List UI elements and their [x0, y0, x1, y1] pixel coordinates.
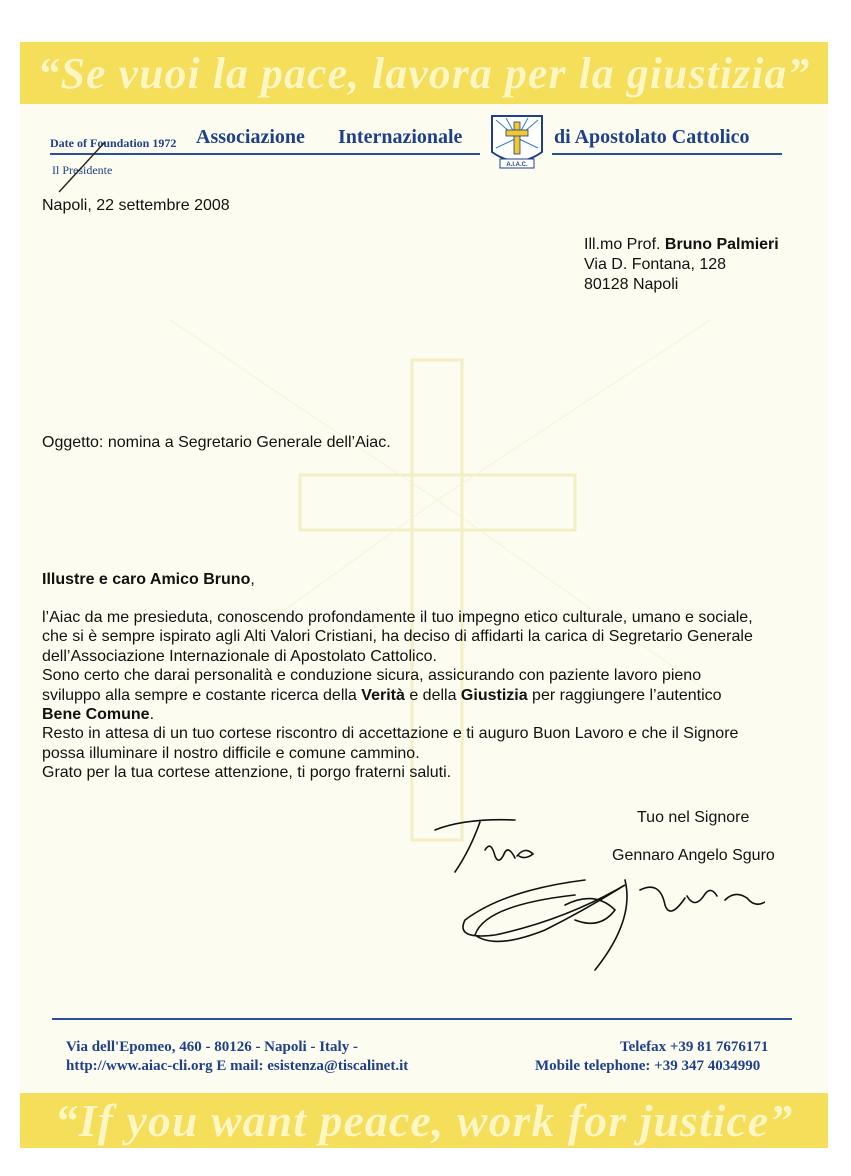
letterhead — [50, 112, 782, 177]
recipient-line1 — [584, 235, 779, 255]
top-motto: “Se vuoi la pace, lavora per la giustizia” — [37, 48, 811, 98]
footer-web-email: http://www.aiac-cli.org E mail: esistenza@tiscalinet.it — [66, 1058, 409, 1074]
body-line: dell’Associazione Internazionale di Apostolato Cattolico. — [42, 647, 437, 665]
bottom-motto-band — [20, 1093, 828, 1148]
header-divider-right — [552, 153, 782, 155]
body-emphasis-bene-comune: Bene Comune — [42, 706, 150, 724]
body-line: che si è sempre ispirato agli Alti Valori Cristiani, ha deciso di affidarti la carica di Segretario Generale — [42, 628, 753, 646]
greeting-comma: , — [250, 571, 255, 588]
president-initial-stroke — [55, 140, 115, 196]
body-line — [42, 705, 753, 724]
aiac-emblem-logo — [486, 112, 548, 172]
signer-name: Gennaro Angelo Sguro — [612, 847, 775, 864]
letter-greeting — [42, 570, 255, 590]
body-fragment: e della — [404, 686, 461, 704]
body-fragment: per raggiungere l’autentico — [527, 686, 722, 704]
letter-closing: Tuo nel Signore — [637, 809, 750, 826]
letter-subject: Oggetto: nomina a Segretario Generale dell’Aiac. — [42, 434, 391, 451]
association-name-part3: di Apostolato Cattolico — [554, 126, 750, 148]
president-label: Il Presidente — [52, 163, 113, 177]
recipient-city: 80128 Napoli — [584, 276, 679, 293]
emblem-text: A.I.A.C. — [506, 162, 528, 168]
body-emphasis-verita: Verità — [361, 686, 405, 704]
footer-mobile: Mobile telephone: +39 347 4034990 — [535, 1058, 761, 1074]
recipient-title: Ill.mo Prof. — [584, 236, 665, 253]
bottom-motto: “If you want peace, work for justice” — [54, 1095, 794, 1146]
body-line: Grato per la tua cortese attenzione, ti porgo fraterni saluti. — [42, 764, 452, 782]
recipient-name: Bruno Palmieri — [664, 236, 779, 253]
body-line: l’Aiac da me presieduta, conoscendo profondamente il tuo impegno etico culturale, umano e sociale, — [42, 609, 753, 626]
body-line: Resto in attesa di un tuo cortese riscontro di accettazione e ti auguro Buon Lavoro e che il Signore — [42, 725, 739, 743]
foundation-date: Date of Foundation 1972 — [50, 136, 177, 150]
letter-body — [42, 608, 753, 783]
greeting-text: Illustre e caro Amico Bruno — [42, 571, 251, 588]
body-line — [42, 686, 753, 705]
recipient-street: Via D. Fontana, 128 — [584, 256, 727, 273]
body-fragment: sviluppo alla sempre e costante ricerca della — [42, 686, 362, 704]
footer-address: Via dell'Epomeo, 460 - 80126 - Napoli - Italy - — [66, 1039, 358, 1055]
letter-date: Napoli, 22 settembre 2008 — [42, 197, 230, 214]
footer-divider — [52, 1018, 792, 1020]
top-motto-band — [20, 42, 828, 104]
body-line: Sono certo che darai personalità e conduzione sicura, assicurando con paziente lavoro pieno — [42, 667, 702, 685]
association-name-part1: Associazione — [196, 126, 305, 148]
handwritten-signature — [425, 810, 765, 980]
footer-telefax: Telefax +39 81 7676171 — [620, 1039, 769, 1055]
body-fragment: . — [149, 706, 155, 724]
recipient-address — [584, 235, 779, 295]
body-emphasis-giustizia: Giustizia — [460, 686, 528, 704]
body-line: possa illuminare il nostro difficile e comune cammino. — [42, 744, 420, 762]
association-name-part2: Internazionale — [338, 126, 463, 148]
